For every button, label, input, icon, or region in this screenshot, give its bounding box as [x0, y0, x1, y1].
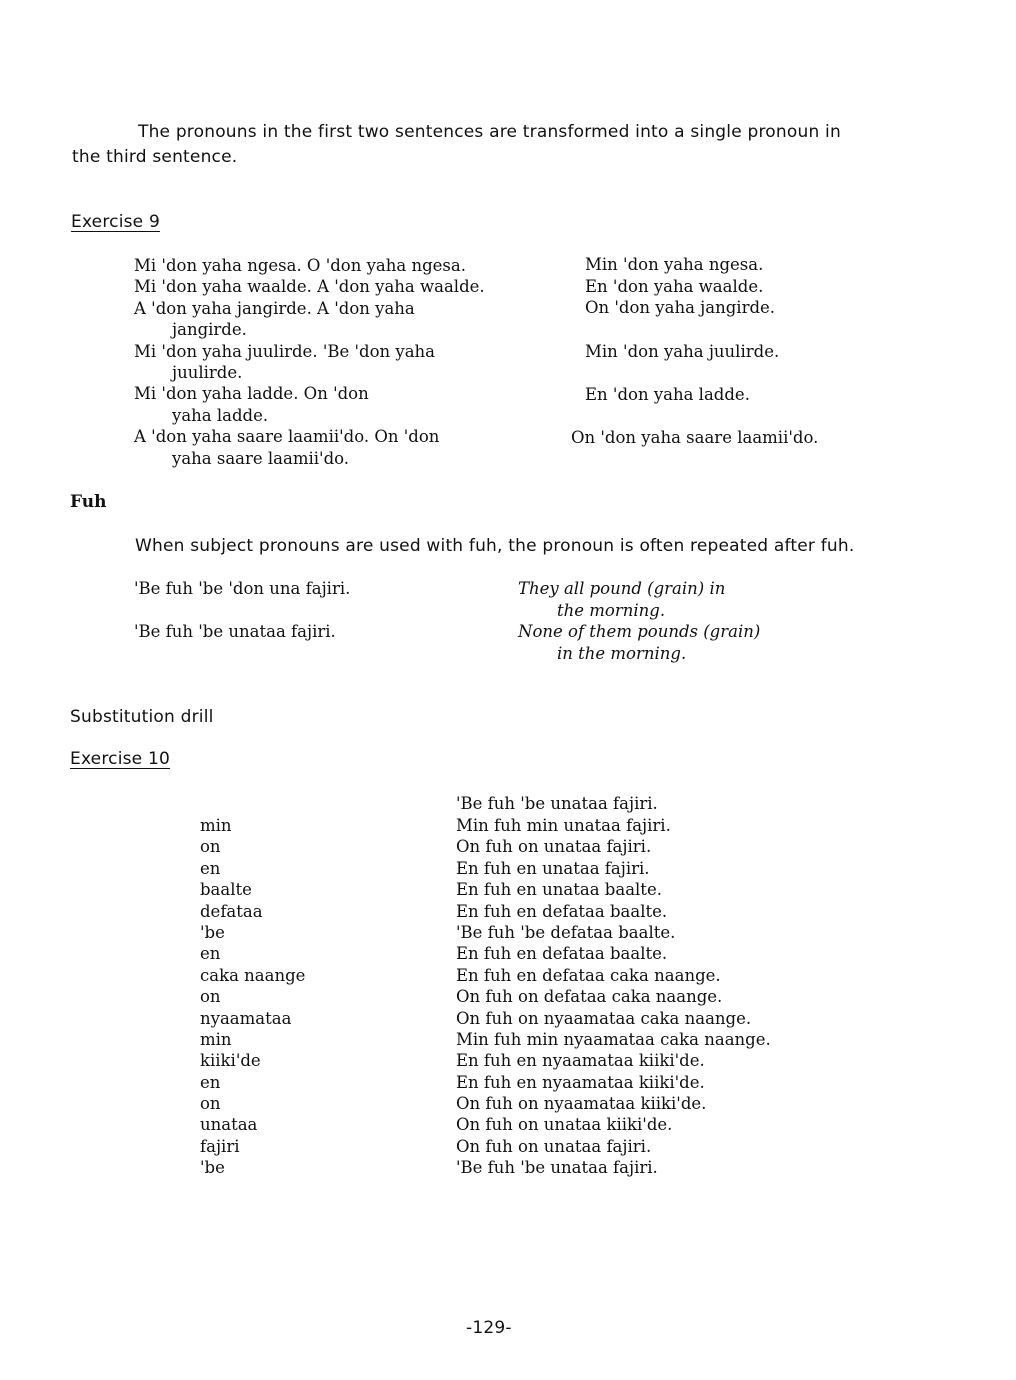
ex9-right-line-6: On 'don yaha saare laamii'do.	[571, 428, 819, 447]
ex9-right-line-3: On 'don yaha jangirde.	[585, 298, 776, 317]
fuh-translation-2-line-1: None of them pounds (grain)	[518, 622, 761, 641]
ex10-sentence: 'Be fuh 'be defataa baalte.	[456, 922, 676, 942]
ex10-sentence: En fuh en defataa baalte.	[456, 944, 668, 964]
ex10-sentence: On fuh on unataa kiiki'de.	[456, 1115, 673, 1135]
ex10-cue: en	[200, 1072, 221, 1092]
ex10-cue: en	[200, 858, 221, 878]
ex10-cue: 'be	[200, 922, 225, 942]
ex10-sentence: Min fuh min unataa fajiri.	[456, 816, 671, 835]
ex9-left-line-3: A 'don yaha jangirde. A 'don yaha	[134, 298, 415, 318]
ex9-left-line-4: jangirde.	[172, 320, 247, 340]
ex10-sentence: 'Be fuh 'be unataa fajiri.	[456, 1158, 658, 1178]
fuh-example-1: 'Be fuh 'be 'don una fajiri.	[134, 579, 351, 598]
ex10-cue: on	[200, 837, 221, 857]
ex9-left-line-8: yaha ladde.	[172, 405, 269, 425]
ex9-left-line-7: Mi 'don yaha ladde. On 'don	[134, 384, 369, 404]
ex9-right-line-4: Min 'don yaha juulirde.	[585, 342, 780, 361]
ex10-sentence-column	[456, 815, 771, 1179]
ex10-first-sentence: 'Be fuh 'be unataa fajiri.	[456, 794, 658, 813]
exercise-10-title: Exercise 10	[70, 749, 170, 769]
ex10-sentence: En fuh en unataa baalte.	[456, 880, 662, 900]
ex10-cue: baalte	[200, 880, 252, 900]
ex10-cue: on	[200, 1094, 221, 1114]
exercise-9-title: Exercise 9	[71, 212, 160, 232]
ex10-sentence: On fuh on unataa fajiri.	[456, 837, 652, 857]
fuh-translation-1-line-2: the morning.	[557, 601, 666, 620]
page-number: -129-	[466, 1318, 512, 1338]
intro-line-1: The pronouns in the first two sentences are transformed into a single pronoun in	[138, 122, 841, 142]
ex10-sentence: En fuh en nyaamataa kiiki'de.	[456, 1051, 705, 1071]
fuh-translation-2-line-2: in the morning.	[557, 644, 687, 663]
substitution-heading: Substitution drill	[70, 707, 214, 727]
ex10-cue: caka naange	[200, 965, 306, 985]
fuh-example-2: 'Be fuh 'be unataa fajiri.	[134, 622, 336, 641]
ex10-sentence: Min fuh min nyaamataa caka naange.	[456, 1029, 771, 1049]
fuh-heading: Fuh	[70, 492, 107, 512]
fuh-explanation: When subject pronouns are used with fuh, the pronoun is often repeated after fuh.	[135, 536, 855, 556]
ex9-right-line-5: En 'don yaha ladde.	[585, 385, 750, 404]
ex10-cue: min	[200, 816, 232, 835]
ex10-cue: en	[200, 944, 221, 964]
ex10-sentence: On fuh on defataa caka naange.	[456, 987, 723, 1007]
ex10-sentence: En fuh en unataa fajiri.	[456, 858, 650, 878]
ex9-left-line-9: A 'don yaha saare laamii'do. On 'don	[134, 427, 440, 447]
ex9-right-line-1: Min 'don yaha ngesa.	[585, 255, 764, 274]
ex10-cue: min	[200, 1029, 232, 1049]
ex9-left-line-10: yaha saare laamii'do.	[172, 448, 350, 468]
ex10-cue: 'be	[200, 1158, 225, 1178]
ex10-sentence: On fuh on unataa fajiri.	[456, 1136, 652, 1156]
ex10-cue: on	[200, 987, 221, 1007]
ex10-cue: fajiri	[200, 1136, 240, 1156]
ex10-sentence: On fuh on nyaamataa kiiki'de.	[456, 1094, 707, 1114]
ex10-sentence: En fuh en nyaamataa kiiki'de.	[456, 1072, 705, 1092]
ex9-left-line-6: juulirde.	[172, 362, 243, 382]
intro-line-2: the third sentence.	[72, 147, 238, 167]
exercise-9-left-column	[134, 255, 485, 469]
ex10-cue: unataa	[200, 1115, 258, 1135]
fuh-translation-1-line-1: They all pound (grain) in	[518, 579, 726, 598]
ex9-left-line-1: Mi 'don yaha ngesa. O 'don yaha ngesa.	[134, 256, 466, 275]
ex10-sentence: On fuh on nyaamataa caka naange.	[456, 1008, 752, 1028]
ex10-cue-column	[200, 815, 305, 1179]
ex10-cue: kiiki'de	[200, 1051, 261, 1071]
ex9-left-line-5: Mi 'don yaha juulirde. 'Be 'don yaha	[134, 341, 436, 361]
ex10-cue: nyaamataa	[200, 1008, 292, 1028]
ex9-right-line-2: En 'don yaha waalde.	[585, 277, 764, 296]
ex9-left-line-2: Mi 'don yaha waalde. A 'don yaha waalde.	[134, 277, 485, 297]
ex10-sentence: En fuh en defataa baalte.	[456, 901, 668, 921]
ex10-sentence: En fuh en defataa caka naange.	[456, 965, 721, 985]
ex10-cue: defataa	[200, 901, 263, 921]
